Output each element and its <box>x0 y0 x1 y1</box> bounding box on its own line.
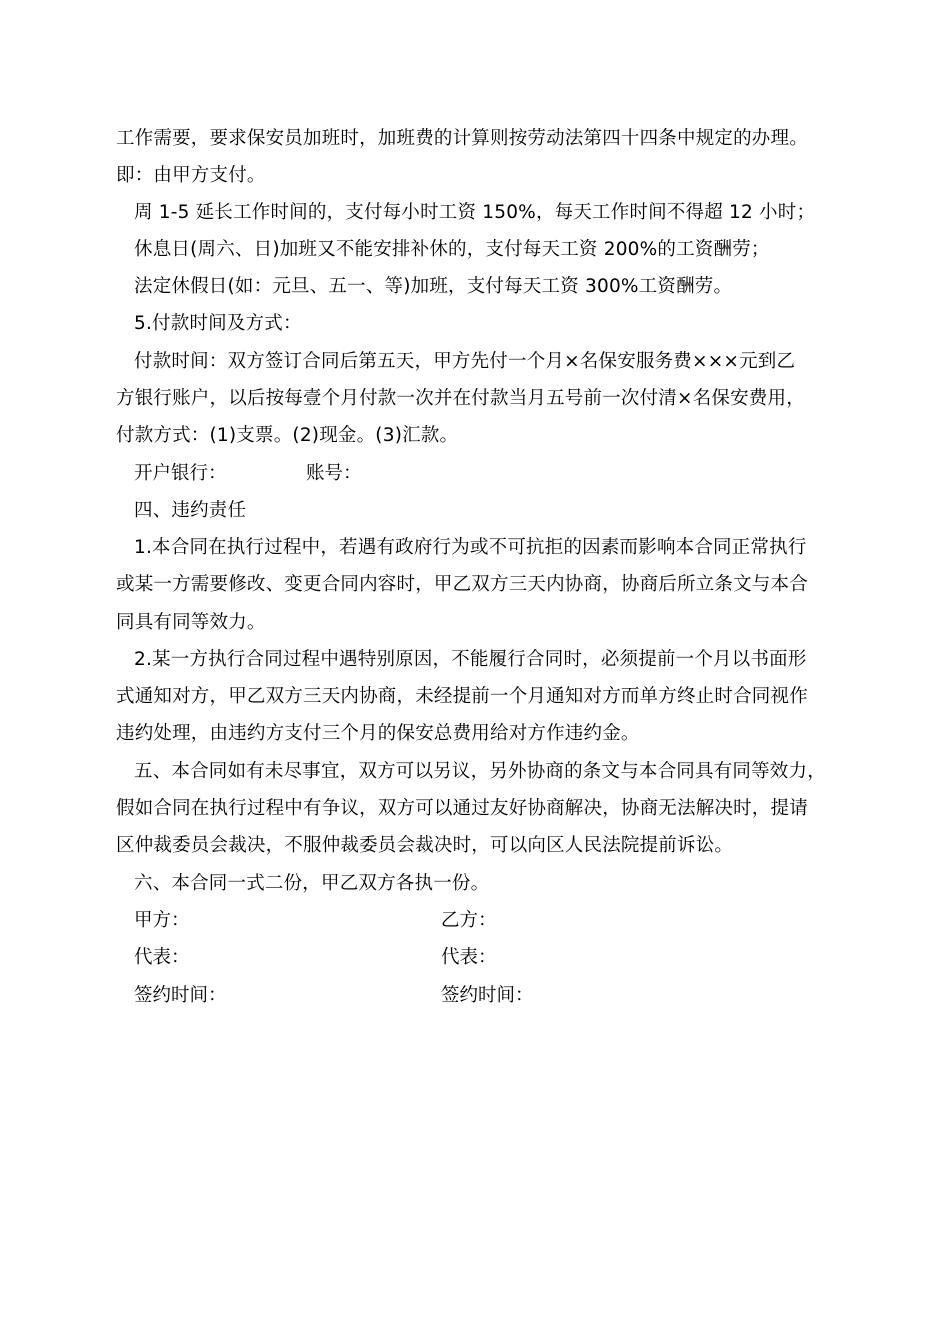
text-line-19: 区仲裁委员会裁决，不服仲裁委员会裁决时，可以向区人民法院提前诉讼。 <box>116 835 734 856</box>
party-b-label: 乙方： <box>441 910 497 931</box>
section-heading-breach: 四、违约责任 <box>134 500 247 521</box>
section-heading-payment: 5.付款时间及方式： <box>134 313 302 334</box>
text-line-4: 休息日(周六、日)加班又不能安排补休的，支付每天工资 200%的工资酬劳； <box>134 239 770 260</box>
account-label: 账号： <box>306 463 362 484</box>
text-line-1: 工作需要，要求保安员加班时，加班费的计算则按劳动法第四十四条中规定的办理。 <box>116 128 808 149</box>
rep-b-label: 代表： <box>441 947 497 968</box>
text-line-7: 付款时间：双方签订合同后第五天，甲方先付一个月×名保安服务费×××元到乙 <box>134 351 796 372</box>
text-line-17: 五、本合同如有未尽事宜，双方可以另议，另外协商的条文与本合同具有同等效力， <box>134 761 826 782</box>
bank-label: 开户银行： <box>134 463 227 484</box>
text-line-12: 或某一方需要修改、变更合同内容时，甲乙双方三天内协商，协商后所立条文与本合 <box>116 574 808 595</box>
text-line-18: 假如合同在执行过程中有争议，双方可以通过友好协商解决，协商无法解决时，提请 <box>116 798 808 819</box>
text-line-3: 周 1-5 延长工作时间的，支付每小时工资 150%，每天工作时间不得超 12 小时； <box>134 202 816 223</box>
rep-a-label: 代表： <box>134 947 190 968</box>
date-b-label: 签约时间： <box>441 985 534 1006</box>
text-line-2: 即：由甲方支付。 <box>116 165 266 186</box>
party-a-label: 甲方： <box>134 910 190 931</box>
text-line-14: 2.某一方执行合同过程中遇特别原因，不能履行合同时，必须提前一个月以书面形 <box>134 649 807 670</box>
text-line-20: 六、本合同一式二份，甲乙双方各执一份。 <box>134 873 490 894</box>
text-line-13: 同具有同等效力。 <box>116 612 266 633</box>
text-line-8: 方银行账户，以后按每壹个月付款一次并在付款当月五号前一次付清×名保安费用， <box>116 388 805 409</box>
text-line-5: 法定休假日(如：元旦、五一、等)加班，支付每天工资 300%工资酬劳。 <box>134 276 733 297</box>
text-line-16: 违约处理，由违约方支付三个月的保安总费用给对方作违约金。 <box>116 723 640 744</box>
text-line-9: 付款方式：(1)支票。(2)现金。(3)汇款。 <box>116 425 459 446</box>
date-a-label: 签约时间： <box>134 985 227 1006</box>
text-line-11: 1.本合同在执行过程中，若遇有政府行为或不可抗拒的因素而影响本合同正常执行 <box>134 537 807 558</box>
text-line-15: 式通知对方，甲乙双方三天内协商，未经提前一个月通知对方而单方终止时合同视作 <box>116 686 808 707</box>
